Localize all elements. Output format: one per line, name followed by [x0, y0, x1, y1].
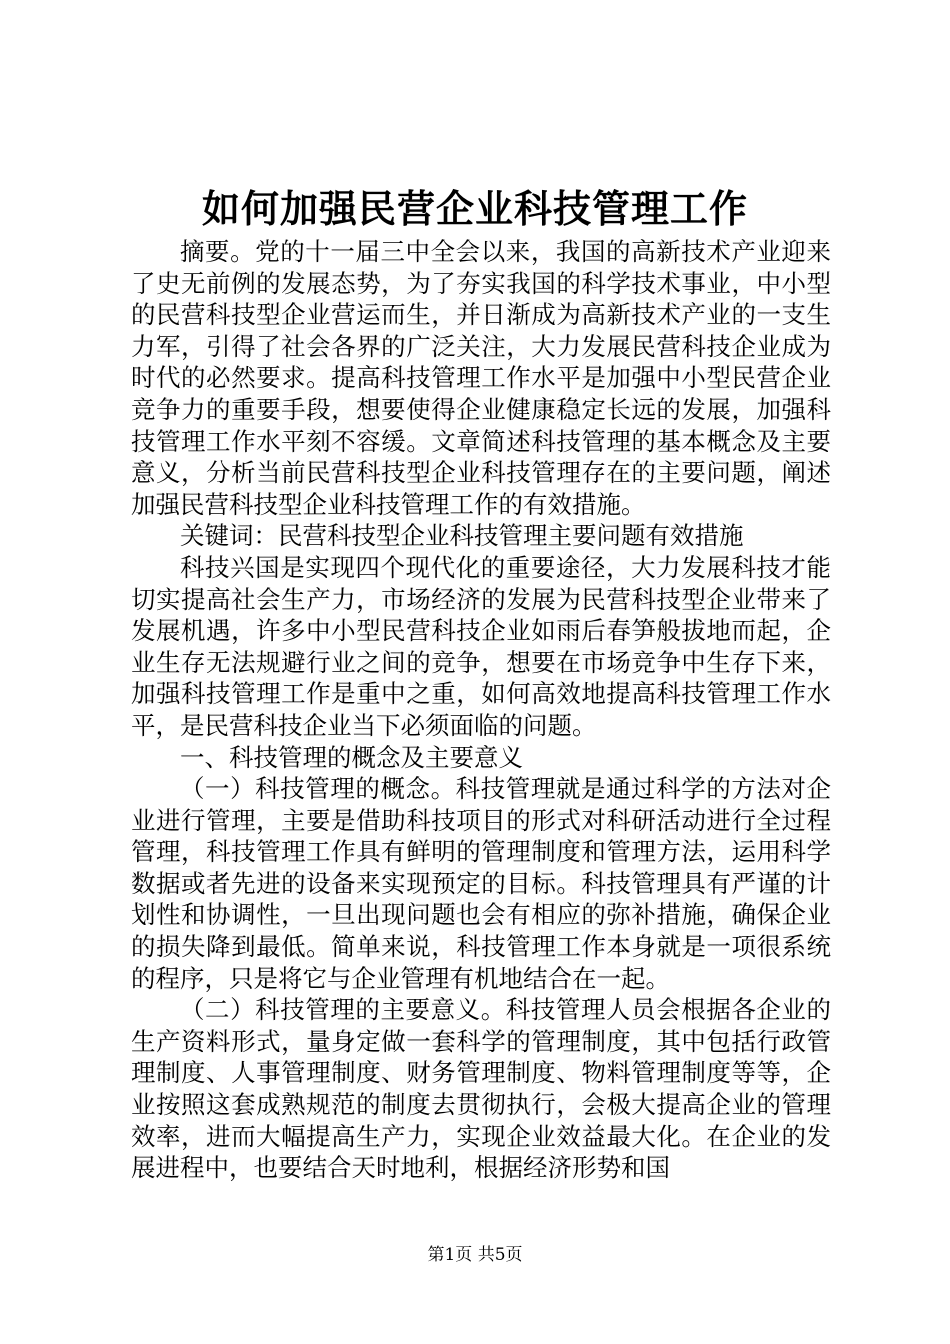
- abstract-paragraph: 摘要。党的十一届三中全会以来，我国的高新技术产业迎来了史无前例的发展态势，为了夯实我国的科学技术事业，中小型的民营科技型企业营运而生，并日渐成为高新技术产业的一支生力军，引得了社会各界的广泛关注，大力发展民营科技企业成为时代的必然要求。提高科技管理工作水平是加强中小型民营企业竞争力的重要手段，想要使得企业健康稳定长远的发展，加强科技管理工作水平刻不容缓。文章简述科技管理的基本概念及主要意义，分析当前民营科技型企业科技管理存在的主要问题，阐述加强民营科技型企业科技管理工作的有效措施。: [131, 237, 831, 519]
- intro-paragraph: 科技兴国是实现四个现代化的重要途径，大力发展科技才能切实提高社会生产力，市场经济的发展为民营科技型企业带来了发展机遇，许多中小型民营科技企业如雨后春笋般拔地而起，企业生存无法规避行业之间的竞争，想要在市场竞争中生存下来，加强科技管理工作是重中之重，如何高效地提高科技管理工作水平，是民营科技企业当下必须面临的问题。: [131, 552, 831, 740]
- page-number: 第1页 共5页: [427, 1245, 523, 1265]
- keywords-paragraph: 关键词：民营科技型企业科技管理主要问题有效措施: [180, 521, 744, 551]
- section-heading: 一、科技管理的概念及主要意义: [180, 742, 523, 772]
- document-title: 如何加强民营企业科技管理工作: [201, 186, 748, 231]
- subsection-concept-paragraph: （一）科技管理的概念。科技管理就是通过科学的方法对企业进行管理，主要是借助科技项目的形式对科研活动进行全过程管理，科技管理工作具有鲜明的管理制度和管理方法，运用科学数据或者先进的设备来实现预定的目标。科技管理具有严谨的计划性和协调性，一旦出现问题也会有相应的弥补措施，确保企业的损失降到最低。简单来说，科技管理工作本身就是一项很系统的程序，只是将它与企业管理有机地结合在一起。: [131, 774, 831, 993]
- document-body: [131, 236, 831, 1184]
- subsection-significance-paragraph: （二）科技管理的主要意义。科技管理人员会根据各企业的生产资料形式，量身定做一套科学的管理制度，其中包括行政管理制度、人事管理制度、财务管理制度、物料管理制度等等，企业按照这套成熟规范的制度去贯彻执行，会极大提高企业的管理效率，进而大幅提高生产力，实现企业效益最大化。在企业的发展进程中，也要结合天时地利，根据经济形势和国: [131, 995, 831, 1183]
